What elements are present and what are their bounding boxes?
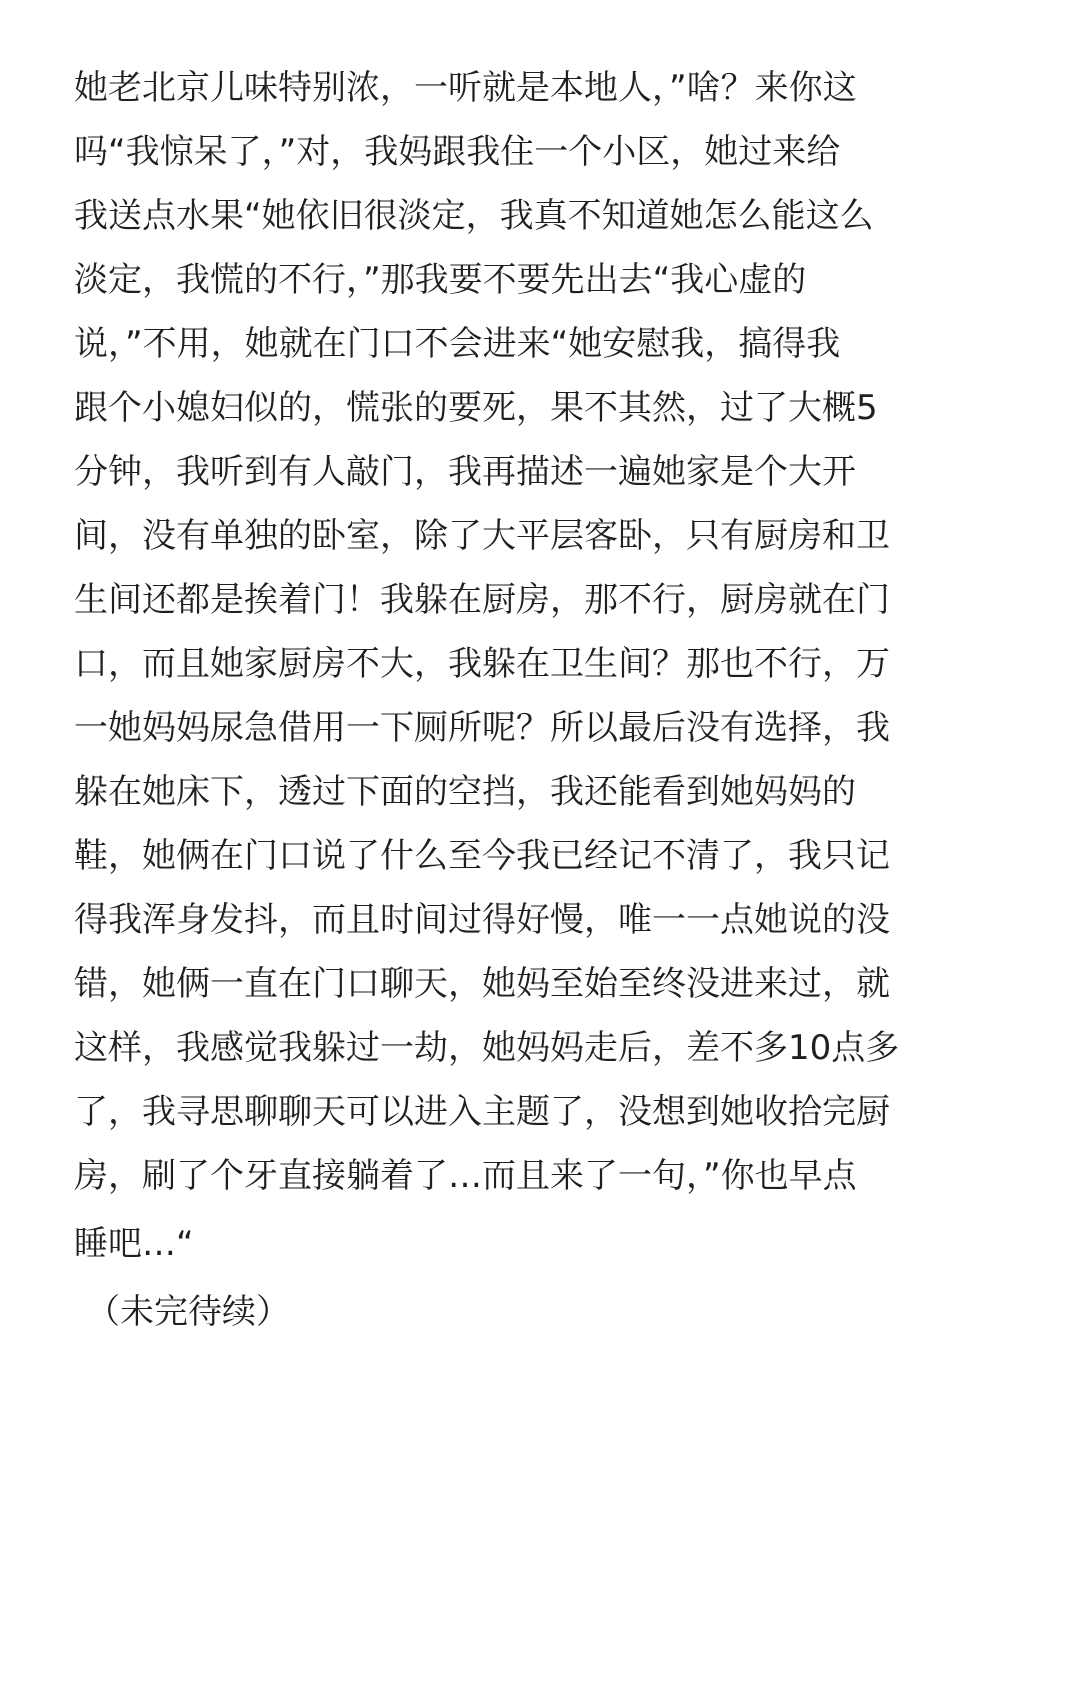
- text-line: 间，没有单独的卧室，除了大平层客卧，只有厨房和卫: [74, 516, 890, 556]
- text-line: 得我浑身发抖，而且时间过得好慢，唯一一点她说的没: [74, 900, 890, 940]
- text-line: 睡吧…“: [74, 1224, 194, 1264]
- text-line: 分钟，我听到有人敲门，我再描述一遍她家是个大开: [74, 452, 856, 492]
- text-line: 口，而且她家厨房不大，我躲在卫生间？那也不行，万: [74, 644, 890, 684]
- text-line: 鞋，她俩在门口说了什么至今我已经记不清了，我只记: [74, 836, 890, 876]
- text-line: 跟个小媳妇似的，慌张的要死，果不其然，过了大概5: [74, 388, 878, 428]
- text-line: 房，刷了个牙直接躺着了…而且来了一句，”你也早点: [74, 1156, 857, 1196]
- text-line: 这样，我感觉我躲过一劫，她妈妈走后，差不多10点多: [74, 1028, 900, 1068]
- text-line: 错，她俩一直在门口聊天，她妈至始至终没进来过，就: [74, 964, 890, 1004]
- text-line: 我送点水果“她依旧很淡定，我真不知道她怎么能这么: [74, 196, 874, 236]
- text-line: 吗“我惊呆了，”对，我妈跟我住一个小区，她过来给: [74, 132, 841, 172]
- text-line: 了，我寻思聊聊天可以进入主题了，没想到她收拾完厨: [74, 1092, 890, 1132]
- text-line: 躲在她床下，透过下面的空挡，我还能看到她妈妈的: [74, 772, 856, 812]
- text-line: 说，”不用，她就在门口不会进来“她安慰我，搞得我: [74, 324, 841, 364]
- to-be-continued-note: （未完待续）: [86, 1292, 290, 1332]
- text-line: 一她妈妈尿急借用一下厕所呢？所以最后没有选择，我: [74, 708, 890, 748]
- text-line: 她老北京儿味特别浓，一听就是本地人，”啥？来你这: [74, 68, 857, 108]
- text-line: 生间还都是挨着门！我躲在厨房，那不行，厨房就在门: [74, 580, 890, 620]
- text-line: 淡定，我慌的不行，”那我要不要先出去“我心虚的: [74, 260, 807, 300]
